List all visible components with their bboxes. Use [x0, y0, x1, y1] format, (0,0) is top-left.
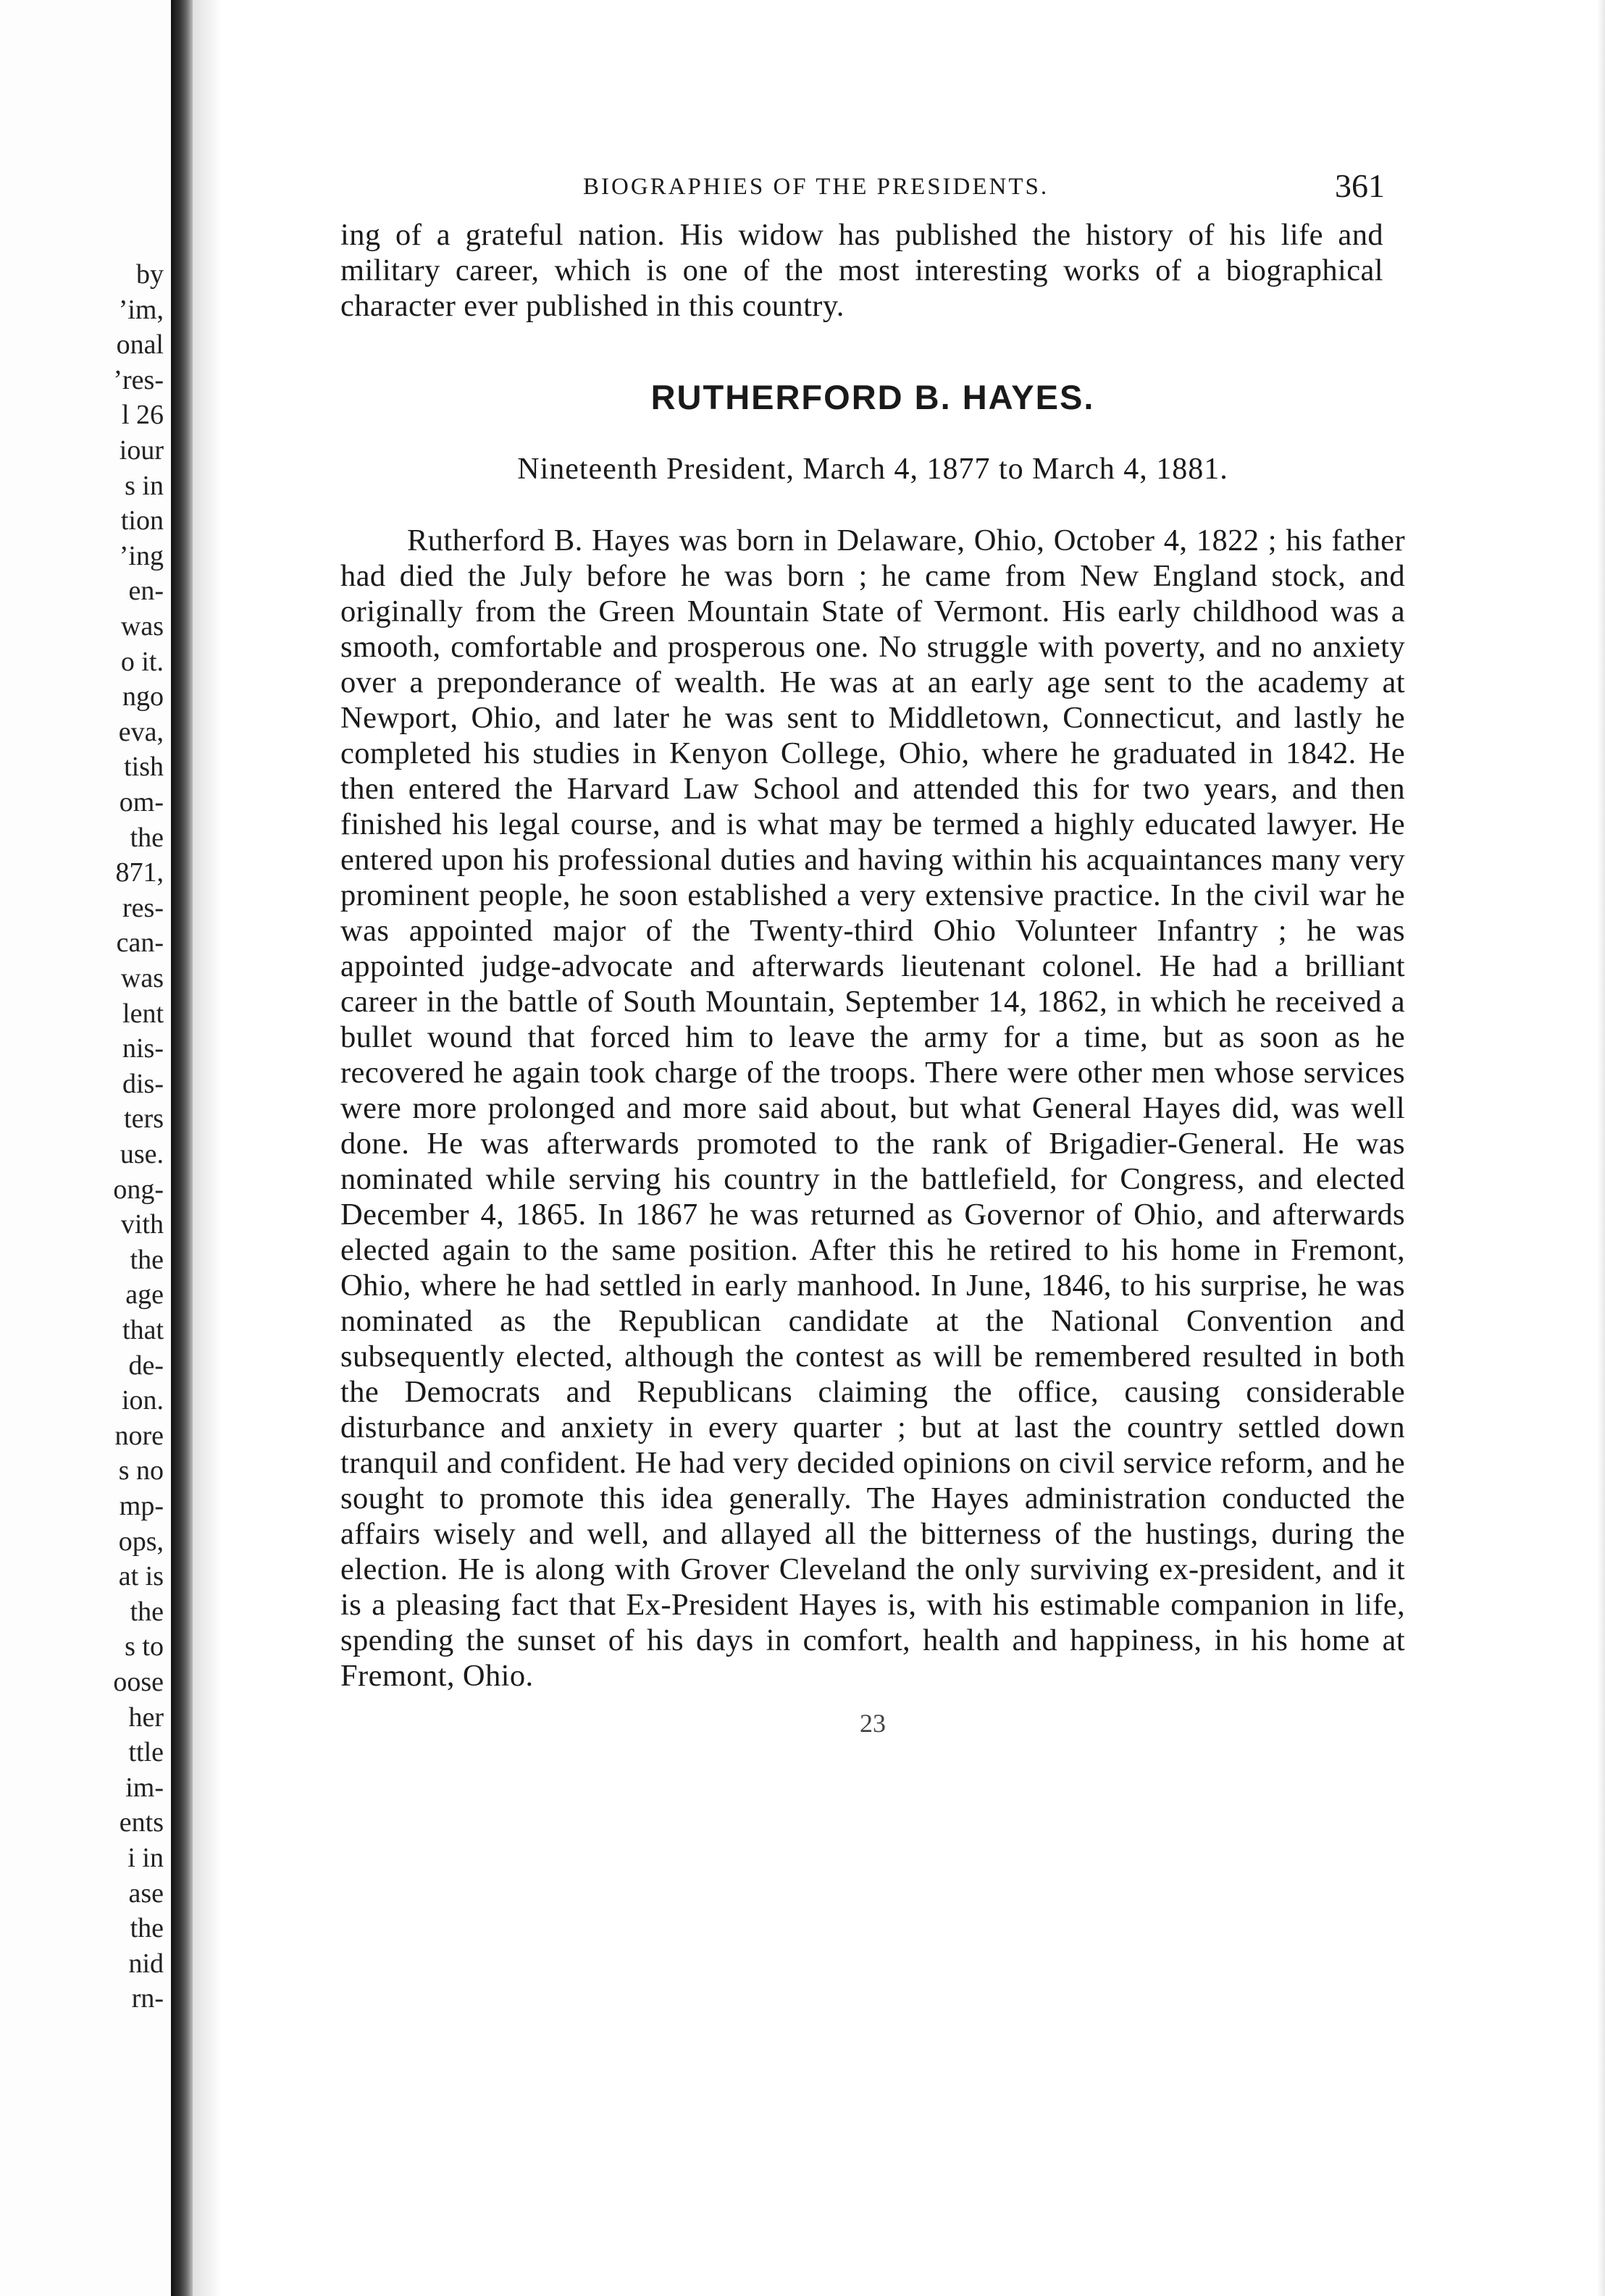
facing-page-line: at is [118, 1561, 164, 1592]
facing-page-line: that [122, 1315, 164, 1345]
facing-page-line: s to [125, 1631, 164, 1662]
facing-page-line: mp- [119, 1491, 164, 1521]
running-head [340, 167, 1405, 217]
facing-page-line: iour [119, 435, 164, 466]
section-title: RUTHERFORD B. HAYES. [650, 378, 1095, 416]
book-page [340, 167, 1405, 1738]
facing-page-edge [0, 0, 171, 2296]
facing-page-line: en- [128, 576, 164, 607]
facing-page-line: dis- [122, 1068, 164, 1099]
facing-page-line: oose [113, 1667, 164, 1697]
continued-paragraph: ing of a grateful nation. His widow has published the history of his life and military career, which is one of the most interesting works of a biographical character ever published in this country. [340, 218, 1383, 323]
facing-page-line: the [130, 1913, 164, 1944]
facing-page-line: tion [120, 505, 164, 537]
section-subtitle: Nineteenth President, March 4, 1877 to March 4, 1881. [517, 453, 1228, 486]
facing-page-line: ters [124, 1103, 164, 1135]
facing-page-line: 871, [115, 857, 164, 888]
facing-page-line: use. [120, 1139, 164, 1169]
facing-page-line: ’im, [118, 294, 164, 325]
facing-page-line: res- [122, 892, 164, 923]
facing-page-line: ase [128, 1877, 164, 1909]
facing-page-line: ong- [113, 1174, 164, 1205]
facing-page-line: onal [116, 329, 164, 361]
facing-page-line: nis- [122, 1033, 164, 1064]
facing-page-line: the [130, 822, 164, 853]
gutter-shadow [193, 0, 222, 2296]
facing-page-line: om- [119, 787, 164, 817]
page-right-edge [1597, 0, 1605, 2296]
facing-page-line: ttle [128, 1737, 164, 1768]
facing-page-line: ents [119, 1807, 164, 1838]
facing-page-line: vith [120, 1209, 164, 1240]
facing-page-line: ion. [121, 1385, 164, 1416]
facing-page-line: nore [114, 1420, 164, 1451]
book-spine-gutter [171, 0, 193, 2296]
facing-page-line: the [130, 1244, 164, 1275]
facing-page-line: ’ing [119, 540, 164, 571]
facing-page-line: by [136, 259, 164, 290]
facing-page-line: de- [128, 1350, 164, 1381]
running-head-title: BIOGRAPHIES OF THE PRESIDENTS. [583, 174, 1049, 200]
facing-page-line: eva, [118, 716, 164, 747]
facing-page-line: was [120, 611, 164, 642]
facing-page-line: l 26 [121, 400, 164, 431]
facing-page-line: lent [122, 998, 164, 1029]
facing-page-line: the [130, 1596, 164, 1627]
facing-page-line: nid [128, 1948, 164, 1979]
facing-page-line: s no [118, 1455, 164, 1486]
facing-page-line: o it. [120, 646, 164, 677]
facing-page-line: s in [125, 470, 164, 501]
facing-page-line: ops, [118, 1526, 164, 1557]
facing-page-line: rn- [131, 1983, 164, 2014]
facing-page-line: ’res- [113, 364, 164, 395]
facing-page-line: her [128, 1702, 164, 1733]
folio-signature: 23 [860, 1709, 886, 1738]
facing-page-line: tish [124, 752, 164, 783]
facing-page-line: age [125, 1279, 164, 1311]
facing-page-line: i in [127, 1843, 164, 1873]
facing-page-line: ngo [122, 681, 164, 712]
facing-page-line: im- [125, 1772, 164, 1803]
facing-page-line: was [120, 963, 164, 993]
page-number: 361 [1335, 167, 1385, 204]
facing-page-line: can- [116, 928, 164, 959]
biography-paragraph: Rutherford B. Hayes was born in Delaware, Ohio, October 4, 1822 ; his father had died the July before he was born ; he came from New England stock, and originally from the Green Mountain State of Vermont. His early childhood was a smooth, comfortable and prosperous one. No struggle with poverty, and no anxiety over a preponderance of wealth. He was at an early age sent to the academy at Newport, Ohio, and later he was sent to Middletown, Connecticut, and lastly he completed his studies in Kenyon College, Ohio, where he graduated in 1842. He then entered the Harvard Law School and attended this for two years, and then finished his legal course, and is what may be termed a highly educated lawyer. He entered upon his professional duties and having within his acquaintances many very prominent people, he soon established a very extensive practice. In the civil war he was appointed major of the Twenty-third Ohio Volunteer Infantry ; he was appointed judge-advocate and afterwards lieutenant colonel. He had a brilliant career in the battle of South Mountain, September 14, 1862, in which he received a bullet wound that forced him to leave the army for a time, but as soon as he recovered he again took charge of the troops. There were other men whose services were more prolonged and more said about, but what General Hayes did, was well done. He was afterwards promoted to the rank of Brigadier-General. He was nominated while serving his country in the battlefield, for Congress, and elected December 4, 1865. In 1867 he was returned as Governor of Ohio, and afterwards elected again to the same position. After this he retired to his home in Fremont, Ohio, where he had settled in early manhood. In June, 1846, to his surprise, he was nominated as the Republican candidate at the National Convention and subsequently elected, although the contest as will be remembered resulted in both the Democrats and Republicans claiming the office, causing considerable disturbance and anxiety in every quarter ; but at last the country settled down tranquil and confident. He had very decided opinions on civil service reform, and he sought to promote this idea generally. The Hayes administration conducted the affairs wisely and well, and allayed all the bitterness of the hustings, during the election. He is along with Grover Cleveland the only surviving ex-president, and it is a pleasing fact that Ex-President Hayes is, with his estimable companion in life, spending the sunset of his days in comfort, health and happiness, in his home at Fremont, Ohio. [340, 523, 1405, 1693]
